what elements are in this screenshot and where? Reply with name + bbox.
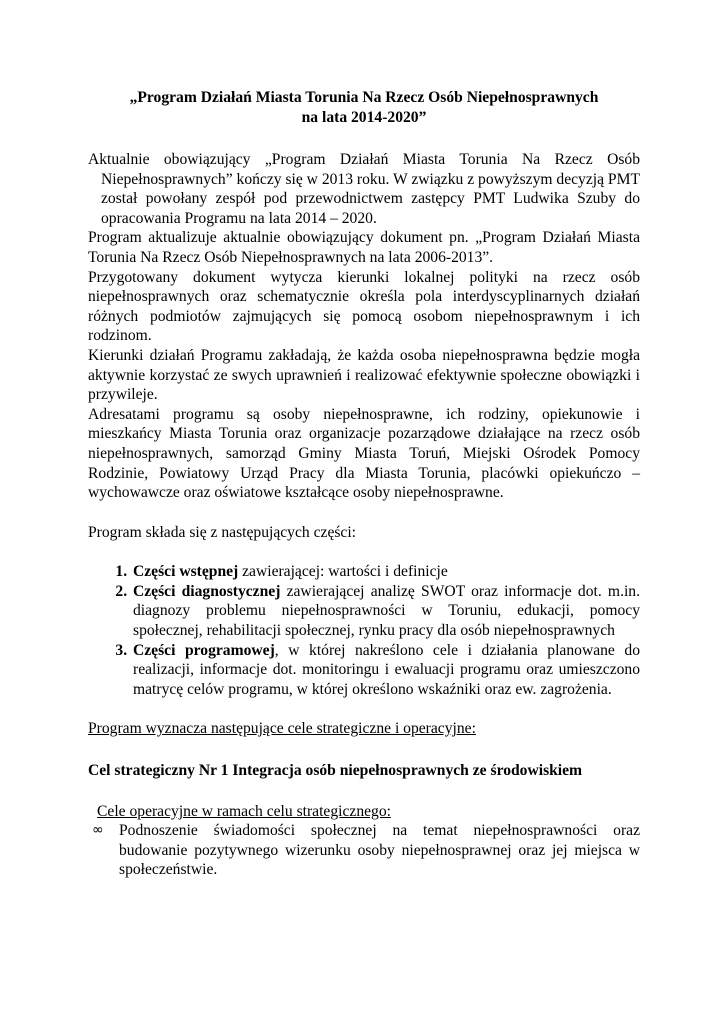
- operational-goals-heading: Cele operacyjne w ramach celu strategicznego:: [97, 802, 391, 820]
- list-item: [131, 562, 640, 582]
- list-item: [131, 641, 640, 700]
- title-line-1: „Program Działań Miasta Torunia Na Rzecz Osób Niepełnosprawnych: [129, 89, 599, 106]
- part-description: zawierającej: wartości i definicje: [238, 563, 448, 581]
- paragraph-addressees: Adresatami programu są osoby niepełnosprawne, ich rodziny, opiekunowie i mieszkańcy Miasta Torunia oraz organizacje pozarządowe działające na rzecz osób niepełnosprawnych, samorząd Gminy Miasta Toruń, Miejski Ośrodek Pomocy Rodzinie, Powiatowy Urząd Pracy dla Miasta Torunia, placówki opiekuńczo – wychowawcze oraz oświatowe kształcące osoby niepełnosprawne.: [88, 405, 640, 502]
- program-parts-list: [88, 562, 640, 699]
- paragraph-assumptions: Kierunki działań Programu zakładają, że każda osoba niepełnosprawna będzie mogła aktywnie korzystać ze swych uprawnień i realizować efektywnie społeczne obowiązki i przywileje.: [88, 346, 640, 404]
- goals-intro: Program wyznacza następujące cele strategiczne i operacyjne:: [88, 720, 476, 738]
- document-title: [88, 88, 640, 128]
- part-title: Części programowej: [133, 641, 275, 659]
- paragraph-parts-intro: Program składa się z następujących części:: [88, 523, 357, 541]
- paragraph-directions: Przygotowany dokument wytycza kierunki lokalnej polityki na rzecz osób niepełnosprawnych oraz schematycznie określa pola interdyscyplinarnych działań różnych podmiotów zajmujących się pomocą osobom niepełnosprawnym i ich rodzinom.: [88, 268, 640, 345]
- operational-goals-list: [88, 821, 640, 880]
- infinity-bullet-icon: ∞: [92, 822, 104, 839]
- list-item: [88, 821, 640, 880]
- part-title: Części wstępnej: [133, 563, 239, 581]
- list-item: [131, 582, 640, 641]
- part-description: , w której nakreślono cele i działania planowane do realizacji, informacje dot. monitoringu i ewaluacji programu oraz umieszczono matrycę celów programu, w której określono wskaźniki oraz ew. zagrożenia.: [133, 641, 640, 698]
- paragraph-update: Program aktualizuje aktualnie obowiązujący dokument pn. „Program Działań Miasta Torunia Na Rzecz Osób Niepełnosprawnych na lata 2006-2013”.: [88, 229, 640, 266]
- paragraph-current-program: Aktualnie obowiązujący „Program Działań Miasta Torunia Na Rzecz Osób Niepełnosprawnych” kończy się w 2013 roku. W związku z powyższym decyzją PMT został powołany zespół pod przewodnictwem zastępcy PMT Ludwika Szuby do opracowania Programu na lata 2014 – 2020.: [88, 151, 640, 227]
- operational-goal-text: Podnoszenie świadomości społecznej na temat niepełnosprawności oraz budowanie pozytywnego wizerunku osoby niepełnosprawnej oraz jej miejsca w społeczeństwie.: [119, 822, 640, 879]
- part-description: zawierającej analizę SWOT oraz informacje dot. m.in. diagnozy problemu niepełnosprawności w Toruniu, edukacji, pomocy społecznej, rehabilitacji społecznej, rynku pracy dla osób niepełnosprawnych: [133, 582, 640, 640]
- part-title: Części diagnostycznej: [133, 582, 281, 600]
- strategic-goal-heading: Cel strategiczny Nr 1 Integracja osób niepełnosprawnych ze środowiskiem: [88, 762, 583, 780]
- document-page: [88, 88, 640, 880]
- title-line-2: na lata 2014-2020”: [301, 109, 427, 126]
